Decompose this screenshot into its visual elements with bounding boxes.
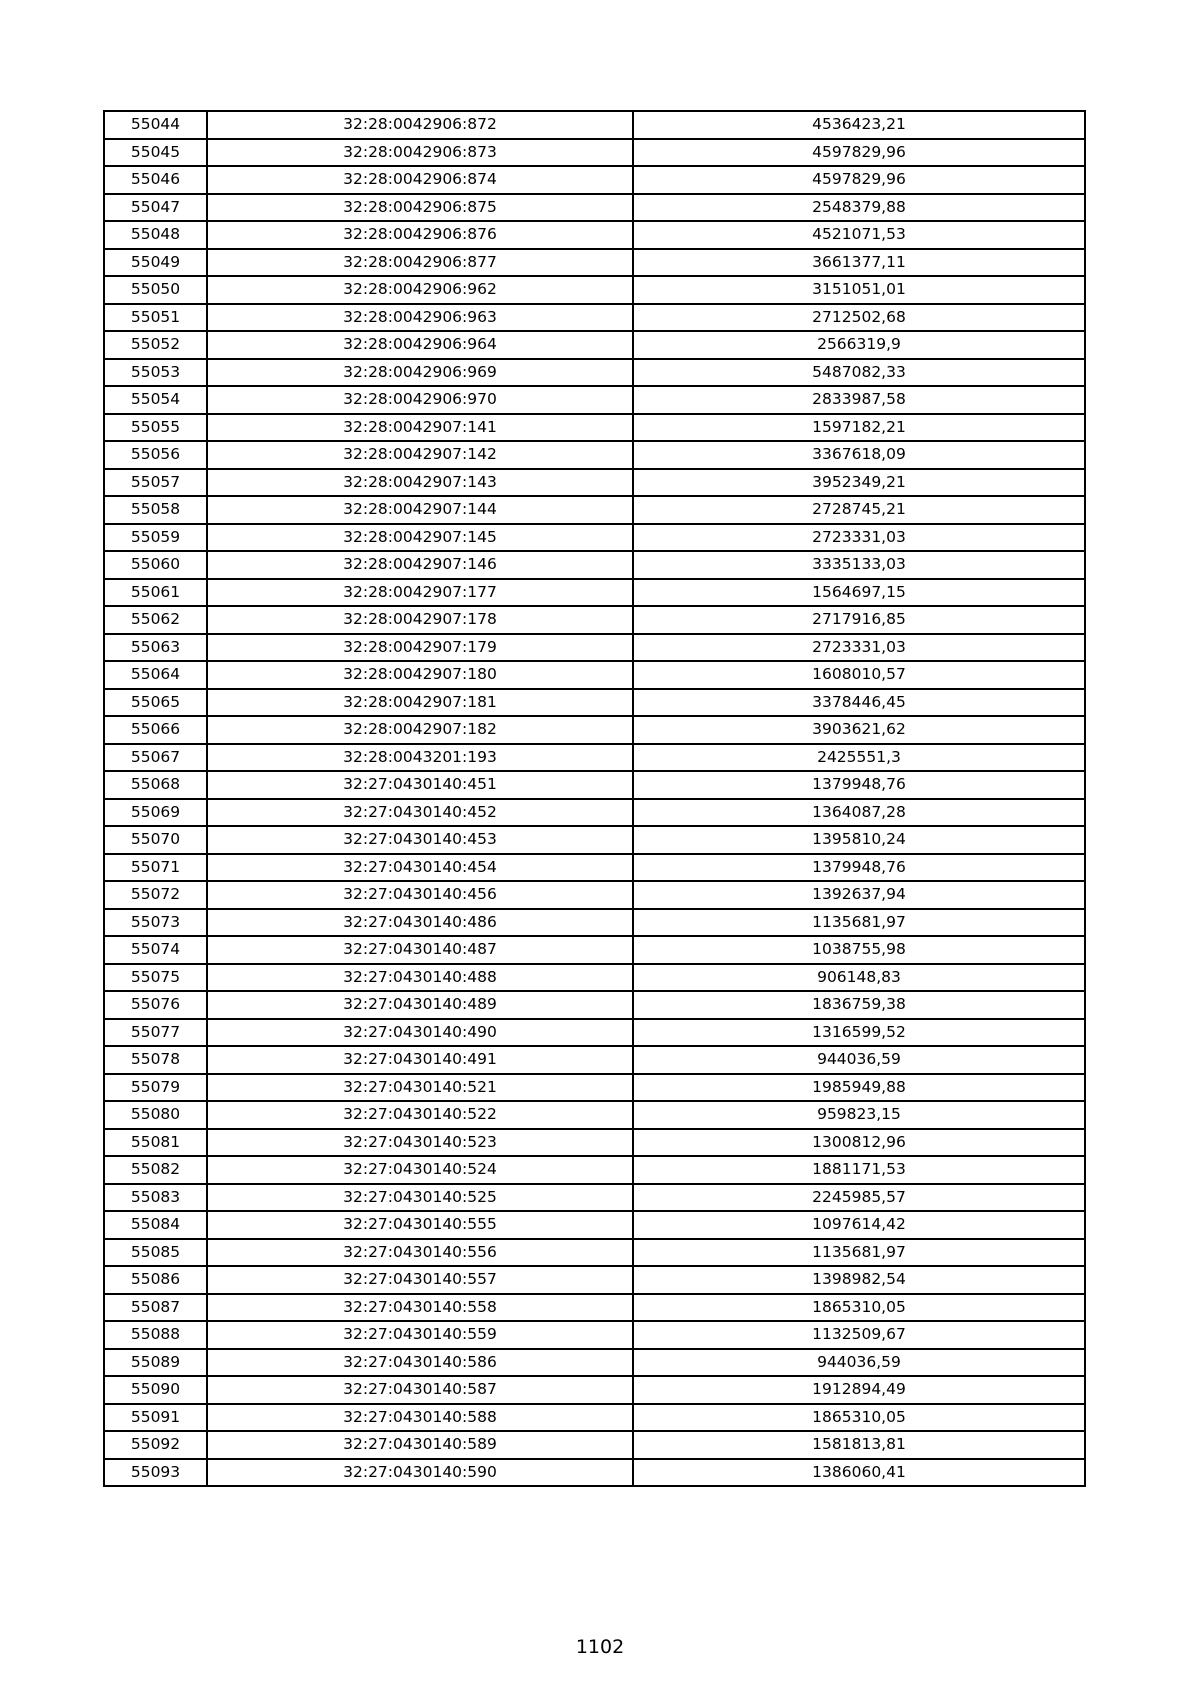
value-cell: 959823,15 xyxy=(633,1101,1085,1129)
table-row xyxy=(104,441,1085,469)
cadastral-number-cell: 32:28:0042906:962 xyxy=(207,276,633,304)
table-row xyxy=(104,854,1085,882)
table-row xyxy=(104,166,1085,194)
value-cell: 1379948,76 xyxy=(633,771,1085,799)
table-row xyxy=(104,771,1085,799)
table-row xyxy=(104,1211,1085,1239)
cadastral-number-cell: 32:27:0430140:588 xyxy=(207,1404,633,1432)
value-cell: 1135681,97 xyxy=(633,1239,1085,1267)
cadastral-number-cell: 32:27:0430140:491 xyxy=(207,1046,633,1074)
cadastral-number-cell: 32:27:0430140:488 xyxy=(207,964,633,992)
value-cell: 2723331,03 xyxy=(633,634,1085,662)
table-row xyxy=(104,1266,1085,1294)
cadastral-number-cell: 32:28:0042907:142 xyxy=(207,441,633,469)
cadastral-number-cell: 32:28:0042907:177 xyxy=(207,579,633,607)
row-number-cell: 55091 xyxy=(104,1404,207,1432)
row-number-cell: 55079 xyxy=(104,1074,207,1102)
row-number-cell: 55047 xyxy=(104,194,207,222)
cadastral-number-cell: 32:27:0430140:525 xyxy=(207,1184,633,1212)
row-number-cell: 55075 xyxy=(104,964,207,992)
table-row xyxy=(104,1101,1085,1129)
value-cell: 1865310,05 xyxy=(633,1404,1085,1432)
value-cell: 1097614,42 xyxy=(633,1211,1085,1239)
value-cell: 1132509,67 xyxy=(633,1321,1085,1349)
row-number-cell: 55085 xyxy=(104,1239,207,1267)
row-number-cell: 55068 xyxy=(104,771,207,799)
cadastral-number-cell: 32:27:0430140:590 xyxy=(207,1459,633,1487)
cadastral-number-cell: 32:28:0042906:872 xyxy=(207,111,633,139)
table-row xyxy=(104,359,1085,387)
cadastral-number-cell: 32:28:0042907:179 xyxy=(207,634,633,662)
table-row xyxy=(104,964,1085,992)
table-row xyxy=(104,634,1085,662)
table-row xyxy=(104,1074,1085,1102)
row-number-cell: 55084 xyxy=(104,1211,207,1239)
table-row xyxy=(104,826,1085,854)
row-number-cell: 55093 xyxy=(104,1459,207,1487)
table-row xyxy=(104,1404,1085,1432)
cadastral-number-cell: 32:28:0043201:193 xyxy=(207,744,633,772)
row-number-cell: 55056 xyxy=(104,441,207,469)
value-cell: 2548379,88 xyxy=(633,194,1085,222)
table-row xyxy=(104,716,1085,744)
cadastral-number-cell: 32:27:0430140:586 xyxy=(207,1349,633,1377)
value-cell: 3661377,11 xyxy=(633,249,1085,277)
row-number-cell: 55059 xyxy=(104,524,207,552)
row-number-cell: 55089 xyxy=(104,1349,207,1377)
value-cell: 1300812,96 xyxy=(633,1129,1085,1157)
row-number-cell: 55053 xyxy=(104,359,207,387)
table-row xyxy=(104,524,1085,552)
cadastral-number-cell: 32:28:0042907:145 xyxy=(207,524,633,552)
value-cell: 944036,59 xyxy=(633,1046,1085,1074)
table-row xyxy=(104,689,1085,717)
row-number-cell: 55082 xyxy=(104,1156,207,1184)
row-number-cell: 55074 xyxy=(104,936,207,964)
cadastral-number-cell: 32:27:0430140:524 xyxy=(207,1156,633,1184)
row-number-cell: 55073 xyxy=(104,909,207,937)
row-number-cell: 55049 xyxy=(104,249,207,277)
value-cell: 3378446,45 xyxy=(633,689,1085,717)
table-row xyxy=(104,1239,1085,1267)
value-cell: 1881171,53 xyxy=(633,1156,1085,1184)
value-cell: 3952349,21 xyxy=(633,469,1085,497)
table-row xyxy=(104,194,1085,222)
row-number-cell: 55063 xyxy=(104,634,207,662)
cadastral-number-cell: 32:27:0430140:557 xyxy=(207,1266,633,1294)
row-number-cell: 55055 xyxy=(104,414,207,442)
row-number-cell: 55092 xyxy=(104,1431,207,1459)
value-cell: 4521071,53 xyxy=(633,221,1085,249)
cadastral-number-cell: 32:27:0430140:489 xyxy=(207,991,633,1019)
row-number-cell: 55062 xyxy=(104,606,207,634)
table-row xyxy=(104,414,1085,442)
table-row xyxy=(104,936,1085,964)
cadastral-number-cell: 32:27:0430140:456 xyxy=(207,881,633,909)
row-number-cell: 55044 xyxy=(104,111,207,139)
value-cell: 1364087,28 xyxy=(633,799,1085,827)
cadastral-number-cell: 32:28:0042907:141 xyxy=(207,414,633,442)
table-row xyxy=(104,1431,1085,1459)
row-number-cell: 55051 xyxy=(104,304,207,332)
value-cell: 3903621,62 xyxy=(633,716,1085,744)
row-number-cell: 55086 xyxy=(104,1266,207,1294)
cadastral-number-cell: 32:28:0042907:144 xyxy=(207,496,633,524)
table-row xyxy=(104,606,1085,634)
value-cell: 1912894,49 xyxy=(633,1376,1085,1404)
row-number-cell: 55064 xyxy=(104,661,207,689)
row-number-cell: 55066 xyxy=(104,716,207,744)
value-cell: 3151051,01 xyxy=(633,276,1085,304)
value-cell: 4597829,96 xyxy=(633,166,1085,194)
value-cell: 5487082,33 xyxy=(633,359,1085,387)
table-row xyxy=(104,139,1085,167)
cadastral-number-cell: 32:27:0430140:522 xyxy=(207,1101,633,1129)
row-number-cell: 55081 xyxy=(104,1129,207,1157)
cadastral-number-cell: 32:27:0430140:487 xyxy=(207,936,633,964)
value-cell: 4597829,96 xyxy=(633,139,1085,167)
table-row xyxy=(104,551,1085,579)
row-number-cell: 55045 xyxy=(104,139,207,167)
cadastral-number-cell: 32:28:0042906:969 xyxy=(207,359,633,387)
row-number-cell: 55069 xyxy=(104,799,207,827)
row-number-cell: 55067 xyxy=(104,744,207,772)
table-row xyxy=(104,744,1085,772)
value-cell: 2245985,57 xyxy=(633,1184,1085,1212)
cadastral-number-cell: 32:27:0430140:587 xyxy=(207,1376,633,1404)
table-row xyxy=(104,1129,1085,1157)
page-number: 1102 xyxy=(575,1636,625,1658)
value-cell: 3367618,09 xyxy=(633,441,1085,469)
value-cell: 1581813,81 xyxy=(633,1431,1085,1459)
row-number-cell: 55050 xyxy=(104,276,207,304)
cadastral-number-cell: 32:27:0430140:521 xyxy=(207,1074,633,1102)
cadastral-number-cell: 32:28:0042906:963 xyxy=(207,304,633,332)
cadastral-number-cell: 32:28:0042906:877 xyxy=(207,249,633,277)
value-cell: 1395810,24 xyxy=(633,826,1085,854)
table-row xyxy=(104,909,1085,937)
value-cell: 2425551,3 xyxy=(633,744,1085,772)
table-row xyxy=(104,1019,1085,1047)
cadastral-number-cell: 32:27:0430140:523 xyxy=(207,1129,633,1157)
row-number-cell: 55087 xyxy=(104,1294,207,1322)
table-row xyxy=(104,579,1085,607)
value-cell: 1597182,21 xyxy=(633,414,1085,442)
cadastral-number-cell: 32:28:0042907:181 xyxy=(207,689,633,717)
cadastral-number-cell: 32:27:0430140:559 xyxy=(207,1321,633,1349)
value-cell: 2712502,68 xyxy=(633,304,1085,332)
cadastral-number-cell: 32:28:0042906:875 xyxy=(207,194,633,222)
row-number-cell: 55058 xyxy=(104,496,207,524)
cadastral-number-cell: 32:28:0042906:873 xyxy=(207,139,633,167)
table-row xyxy=(104,331,1085,359)
value-cell: 2717916,85 xyxy=(633,606,1085,634)
table-row xyxy=(104,1046,1085,1074)
table-row xyxy=(104,221,1085,249)
value-cell: 944036,59 xyxy=(633,1349,1085,1377)
row-number-cell: 55065 xyxy=(104,689,207,717)
value-cell: 3335133,03 xyxy=(633,551,1085,579)
value-cell: 1038755,98 xyxy=(633,936,1085,964)
row-number-cell: 55052 xyxy=(104,331,207,359)
table-row xyxy=(104,1294,1085,1322)
row-number-cell: 55090 xyxy=(104,1376,207,1404)
table-row xyxy=(104,881,1085,909)
table-row xyxy=(104,111,1085,139)
cadastral-number-cell: 32:27:0430140:452 xyxy=(207,799,633,827)
table-row xyxy=(104,304,1085,332)
cadastral-number-cell: 32:28:0042907:143 xyxy=(207,469,633,497)
value-cell: 2833987,58 xyxy=(633,386,1085,414)
row-number-cell: 55080 xyxy=(104,1101,207,1129)
value-cell: 4536423,21 xyxy=(633,111,1085,139)
row-number-cell: 55071 xyxy=(104,854,207,882)
value-cell: 1398982,54 xyxy=(633,1266,1085,1294)
cadastral-number-cell: 32:28:0042906:970 xyxy=(207,386,633,414)
table-row xyxy=(104,496,1085,524)
table-row xyxy=(104,1349,1085,1377)
row-number-cell: 55076 xyxy=(104,991,207,1019)
value-cell: 1608010,57 xyxy=(633,661,1085,689)
row-number-cell: 55054 xyxy=(104,386,207,414)
row-number-cell: 55057 xyxy=(104,469,207,497)
table-row xyxy=(104,249,1085,277)
value-cell: 1836759,38 xyxy=(633,991,1085,1019)
row-number-cell: 55083 xyxy=(104,1184,207,1212)
value-cell: 1135681,97 xyxy=(633,909,1085,937)
row-number-cell: 55070 xyxy=(104,826,207,854)
row-number-cell: 55077 xyxy=(104,1019,207,1047)
table-row xyxy=(104,386,1085,414)
row-number-cell: 55046 xyxy=(104,166,207,194)
cadastral-number-cell: 32:28:0042907:180 xyxy=(207,661,633,689)
value-cell: 1564697,15 xyxy=(633,579,1085,607)
value-cell: 2723331,03 xyxy=(633,524,1085,552)
value-cell: 1386060,41 xyxy=(633,1459,1085,1487)
row-number-cell: 55078 xyxy=(104,1046,207,1074)
value-cell: 1316599,52 xyxy=(633,1019,1085,1047)
table-row xyxy=(104,1459,1085,1487)
cadastral-number-cell: 32:27:0430140:486 xyxy=(207,909,633,937)
cadastral-number-cell: 32:27:0430140:556 xyxy=(207,1239,633,1267)
value-cell: 906148,83 xyxy=(633,964,1085,992)
cadastral-number-cell: 32:27:0430140:490 xyxy=(207,1019,633,1047)
cadastral-number-cell: 32:27:0430140:589 xyxy=(207,1431,633,1459)
data-table xyxy=(103,110,1086,1487)
table-row xyxy=(104,276,1085,304)
value-cell: 1379948,76 xyxy=(633,854,1085,882)
row-number-cell: 55060 xyxy=(104,551,207,579)
table-row xyxy=(104,1156,1085,1184)
cadastral-number-cell: 32:28:0042906:876 xyxy=(207,221,633,249)
cadastral-number-cell: 32:27:0430140:453 xyxy=(207,826,633,854)
row-number-cell: 55061 xyxy=(104,579,207,607)
cadastral-number-cell: 32:28:0042907:178 xyxy=(207,606,633,634)
value-cell: 1392637,94 xyxy=(633,881,1085,909)
table-row xyxy=(104,1376,1085,1404)
row-number-cell: 55048 xyxy=(104,221,207,249)
value-cell: 1985949,88 xyxy=(633,1074,1085,1102)
cadastral-number-cell: 32:28:0042907:146 xyxy=(207,551,633,579)
cadastral-number-cell: 32:28:0042906:874 xyxy=(207,166,633,194)
cadastral-number-cell: 32:27:0430140:555 xyxy=(207,1211,633,1239)
table-row xyxy=(104,469,1085,497)
cadastral-number-cell: 32:28:0042906:964 xyxy=(207,331,633,359)
cadastral-number-cell: 32:28:0042907:182 xyxy=(207,716,633,744)
row-number-cell: 55088 xyxy=(104,1321,207,1349)
row-number-cell: 55072 xyxy=(104,881,207,909)
cadastral-number-cell: 32:27:0430140:451 xyxy=(207,771,633,799)
value-cell: 2728745,21 xyxy=(633,496,1085,524)
table-row xyxy=(104,991,1085,1019)
cadastral-number-cell: 32:27:0430140:558 xyxy=(207,1294,633,1322)
table-body xyxy=(104,111,1085,1486)
value-cell: 1865310,05 xyxy=(633,1294,1085,1322)
value-cell: 2566319,9 xyxy=(633,331,1085,359)
table-row xyxy=(104,799,1085,827)
cadastral-number-cell: 32:27:0430140:454 xyxy=(207,854,633,882)
table-row xyxy=(104,1184,1085,1212)
table-row xyxy=(104,1321,1085,1349)
table-row xyxy=(104,661,1085,689)
